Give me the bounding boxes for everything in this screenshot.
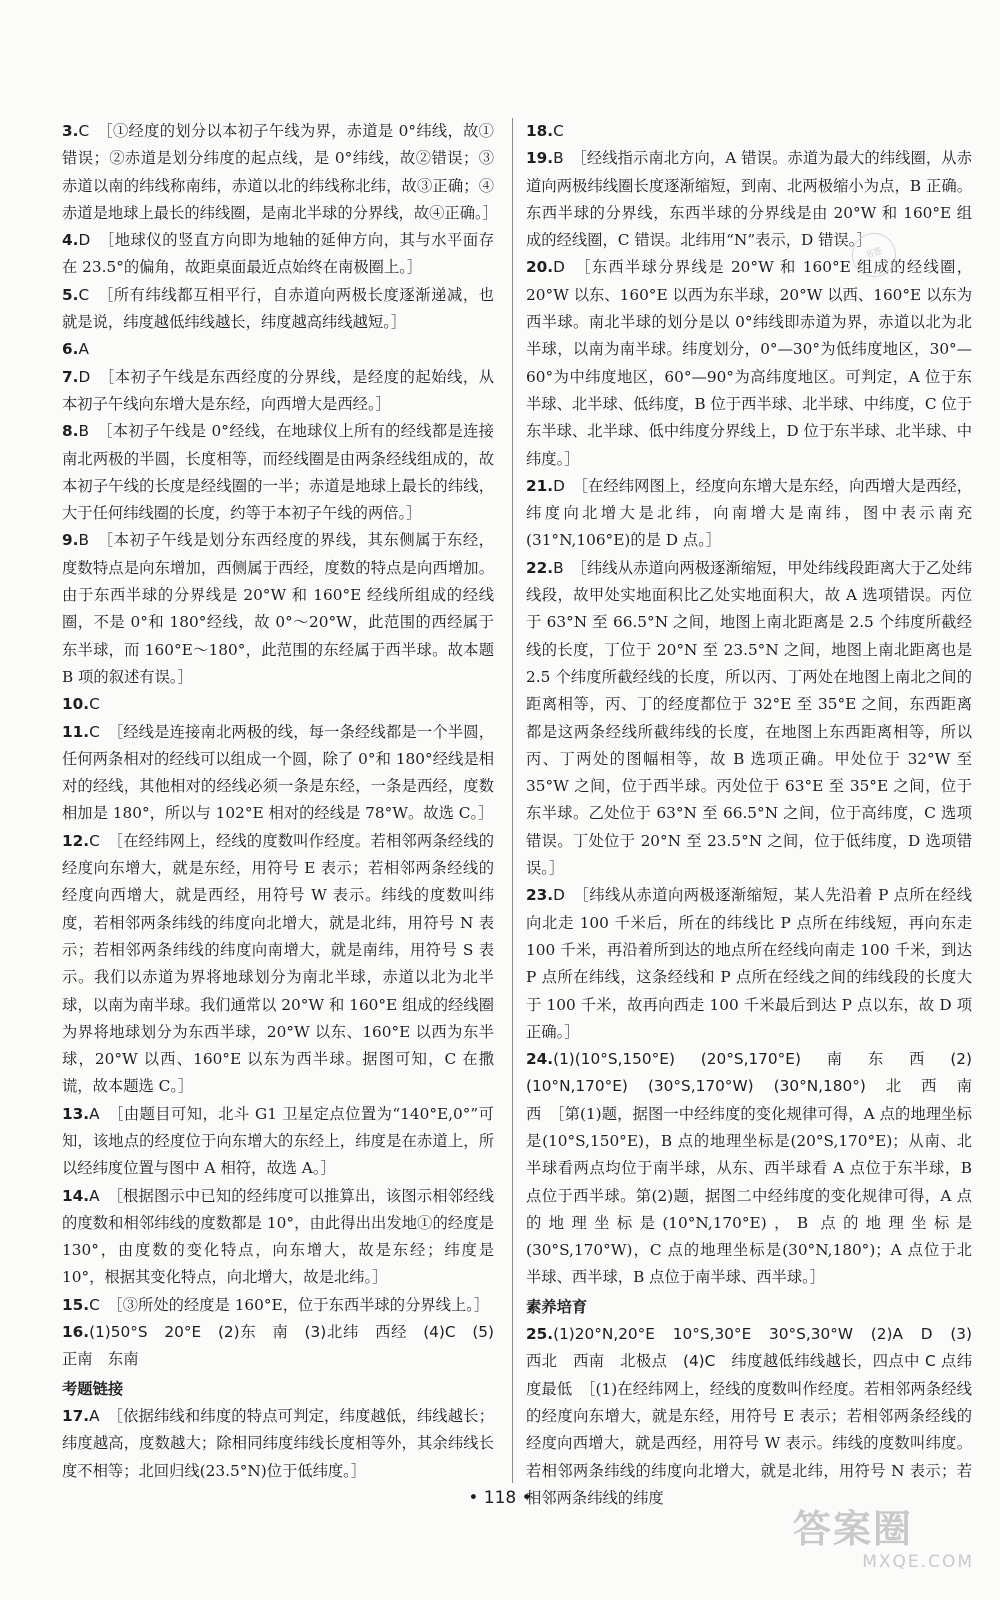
answer-choice: D <box>553 476 565 495</box>
answer-explanation: ［第(1)题，据图一中经纬度的变化规律可得，A 点的地理坐标是(10°S,150°E)，B 点的地理坐标是(20°S,170°E)；从南、北半球看两点均位于南半球，从东、西半球看 A 点位于东半球，B 点位于西半球。第(2)题，据图二中经纬度的变化规律可得，A 点的地理坐标是(10°N,170°E)，B 点的地理坐标是(30°S,170°W)，C 点的地理坐标是(30°N,180°)；A 点位于北半球、西半球，B 点位于南半球、西半球。］ <box>526 1104 972 1287</box>
answer-choice: (1)20°N,20°E 10°S,30°E 30°S,30°W (2)A D (3)西北 西南 北极点 (4)C 纬度越低纬线越长，四点中 C 点纬度最低 <box>526 1325 972 1398</box>
answer-item <box>62 691 494 718</box>
answer-item <box>526 473 972 555</box>
answer-choice: C <box>78 285 90 304</box>
answer-item <box>62 1292 494 1319</box>
question-number: 10. <box>62 695 90 714</box>
question-number: 19. <box>526 149 554 168</box>
answer-choice: C <box>89 722 100 741</box>
answer-choice: (1)(10°S,150°E) (20°S,170°E) 南 东 西 (2)(10°N,170°E) (30°S,170°W) (30°N,180°) 北 西 南 西 <box>526 1050 988 1123</box>
answer-choice: A <box>78 340 89 359</box>
answer-choice: D <box>78 367 91 386</box>
answer-item <box>62 227 494 282</box>
answer-explanation: ［本初子午线是划分东西经度的界线，其东侧属于东经，度数特点是向东增加，西侧属于西经，度数的特点是向西增加。由于东西半球的分界线是 20°W 和 160°E 经线所组成的经线圈，不是 0°和 180°经线，故 0°～20°W，此范围的西经属于东半球，而 160°E～180°，此范围的东经属于西半球。故本题 B 项的叙述有误。］ <box>62 531 494 686</box>
answer-explanation: ［依据纬线和纬度的特点可判定，纬度越低，纬线越长；纬度越高，度数越大；除相同纬度纬线长度相等外，其余纬线长度不相等；北回归线(23.5°N)位于低纬度。］ <box>62 1406 494 1480</box>
question-number: 23. <box>526 886 554 905</box>
answer-choice: B <box>78 531 89 550</box>
answer-item <box>526 145 972 254</box>
question-number: 24. <box>526 1050 554 1069</box>
question-number: 20. <box>526 258 554 277</box>
watermark-logo: 答案圈 <box>793 1507 914 1551</box>
answer-explanation: ［纬线从赤道向两极逐渐缩短，甲处纬线段距离大于乙处纬线段，故甲处实地面积比乙处实地面积大，故 A 选项错误。丙位于 63°N 至 66.5°N 之间，地图上南北距离是 2.5 个纬度所截经线的长度，丁位于 20°N 至 23.5°N 之间，地图上南北距离也是 2.5 个纬度所截经线的长度，所以丙、丁两处在地图上南北之间的距离相等，丙、丁的经度都位于 32°E 至 35°E 之间，东西距离都是这两条经线所截纬线的长度，在地图上东西距离相等，所以丙、丁两处的图幅相等，故 B 选项正确。甲处位于 32°W 至 35°W 之间，位于西半球。丙处位于 63°E 至 35°E 之间，位于东半球。乙处位于 63°N 至 66.5°N 之间，位于高纬度，C 选项错误。丁处位于 20°N 至 23.5°N 之间，位于低纬度，D 选项错误。］ <box>526 558 972 878</box>
answer-item <box>62 527 494 691</box>
answer-explanation: ［根据图示中已知的经纬度可以推算出，该图示相邻经线的度数和相邻纬线的度数都是 10°，由此得出出发地①的经度是 130°，由度数的变化特点，向东增大，故是东经；纬度是 10°，根据其变化特点，向北增大，故是北纬。］ <box>62 1186 494 1287</box>
answer-choice: B <box>553 149 564 168</box>
answer-choice: A <box>89 1186 100 1205</box>
answer-explanation: ［本初子午线是东西经度的分界线，是经度的起始线，从本初子午线向东增大是东经，向西增大是西经。］ <box>62 367 494 413</box>
answer-choice: D <box>553 258 565 277</box>
watermark <box>793 1506 978 1586</box>
answer-explanation: ［所有纬线都互相平行，自赤道向两极长度逐渐递减，也就是说，纬度越低纬线越长，纬度越高纬线越短。］ <box>62 285 494 332</box>
answer-item <box>62 828 494 1101</box>
answer-choice: C <box>89 831 100 850</box>
page-number: • 118 • <box>468 1488 532 1508</box>
question-number: 4. <box>62 231 79 250</box>
answer-explanation: ［本初子午线是 0°经线，在地球仪上所有的经线都是连接南北两极的半圆，长度相等，而经线圈是由两条经线组成的，故本初子午线的长度是经线圈的一半；赤道是地球上最长的纬线，大于任何纬线圈的长度，约等于本初子午线的两倍。］ <box>62 422 494 523</box>
question-number: 11. <box>62 722 90 741</box>
answer-explanation: ［①经度的划分以本初子午线为界，赤道是 0°纬线，故①错误；②赤道是划分纬度的起点线，是 0°纬线，故②错误；③赤道以南的纬线称南纬，赤道以北的纬线称北纬，故③正确；④赤道是地球上最长的纬线圈，是南北半球的分界线，故④正确。］ <box>62 122 498 222</box>
answer-choice: D <box>553 886 565 905</box>
section-heading: 素养培育 <box>526 1297 588 1316</box>
question-number: 9. <box>62 531 79 550</box>
answer-choice: D <box>78 231 91 250</box>
question-number: 14. <box>62 1186 90 1205</box>
answer-item <box>62 1319 494 1374</box>
question-number: 15. <box>62 1295 90 1314</box>
question-number: 17. <box>62 1406 90 1425</box>
answer-explanation: ［在经纬网上，经线的度数叫作经度。若相邻两条经线的经度向东增大，就是东经，用符号 E 表示；若相邻两条经线的经度向西增大，就是西经，用符号 W 表示。纬线的度数叫纬度，若相邻两条纬线的纬度向北增大，就是北纬，用符号 N 表示；若相邻两条纬线的纬度向南增大，就是南纬，用符号 S 表示。我们以赤道为界将地球划分为南北半球，赤道以北为北半球，以南为南半球。我们通常以 20°W 和 160°E 组成的经线圈为界将地球划分为东西半球，20°W 以东、160°E 以西为东半球，20°W 以西、160°E 以东为西半球。据图可知，C 在撒谎，故本题选 C。］ <box>62 831 494 1096</box>
answer-choice: C <box>89 1295 100 1314</box>
answer-explanation: ［纬线从赤道向两极逐渐缩短，某人先沿着 P 点所在经线向北走 100 千米后，所在的纬线比 P 点所在纬线短，再向东走 100 千米，再沿着所到达的地点所在经线向南走 100 千米，到达 P 点所在纬线，这条经线和 P 点所在经线之间的纬线段的长度大于 100 千米，故再向西走 100 千米最后到达 P 点以东，故 D 项正确。］ <box>526 886 972 1041</box>
answer-choice: A <box>89 1406 100 1425</box>
question-number: 25. <box>526 1325 554 1344</box>
answer-item <box>62 336 494 363</box>
question-number: 3. <box>62 122 79 140</box>
answer-item <box>526 882 972 1046</box>
column-divider <box>512 118 513 1483</box>
answer-explanation: ［由题目可知，北斗 G1 卫星定点位置为“140°E,0°”可知，该地点的经度位于向东增大的东经上，纬度是在赤道上，所以经纬度位置与图中 A 相符，故选 A。］ <box>62 1104 494 1178</box>
answer-choice: C <box>89 695 100 714</box>
answer-item <box>62 1183 494 1292</box>
stamp-mark: 书签 <box>846 227 901 282</box>
question-number: 22. <box>526 558 554 577</box>
answer-item <box>62 719 494 828</box>
answer-choice: (1)50°S 20°E (2)东 南 (3)北纬 西经 (4)C (5)正南 东南 <box>62 1323 494 1369</box>
answer-explanation: ［经线是连接南北两极的线，每一条经线都是一个半圆，任何两条相对的经线可以组成一个圆，除了 0°和 180°经线是相对的经线，其他相对的经线必须一条是东经，一条是西经，度数相加是 180°，所以与 102°E 相对的经线是 78°W。故选 C。］ <box>62 722 494 823</box>
answer-item <box>526 1321 972 1512</box>
answer-item <box>62 364 494 419</box>
answer-explanation: ［(1)在经纬网上，经线的度数叫作经度。若相邻两条经线的经度向东增大，就是东经，用符号 E 表示；若相邻两条经线的经度向西增大，就是西经，用符号 W 表示。纬线的度数叫纬度。若相邻两条纬线的纬度向北增大，就是北纬，用符号 N 表示；若相邻两条纬线的纬度 <box>526 1379 972 1507</box>
answer-item <box>526 254 972 472</box>
answer-explanation: ［③所处的经度是 160°E，位于东西半球的分界线上。］ <box>115 1295 490 1314</box>
answer-explanation: ［在经纬网图上，经度向东增大是东经，向西增大是西经，纬度向北增大是北纬，向南增大是南纬，图中表示南充(31°N,106°E)的是 D 点。］ <box>526 476 972 550</box>
answer-item <box>62 282 494 337</box>
answer-item <box>526 118 972 145</box>
question-number: 5. <box>62 285 79 304</box>
answer-explanation: ［地球仪的竖直方向即为地轴的延伸方向，其与水平面存在 23.5°的偏角，故距桌面最近点始终在南极圈上。］ <box>62 231 494 277</box>
question-number: 21. <box>526 476 554 495</box>
answer-choice: B <box>553 558 564 577</box>
answer-choice: C <box>553 122 564 140</box>
section-heading: 考题链接 <box>62 1379 124 1398</box>
question-number: 7. <box>62 367 79 386</box>
question-number: 12. <box>62 831 90 850</box>
answer-explanation: ［东西半球分界线是 20°W 和 160°E 组成的经线圈，20°W 以东、160°E 以西为东半球，20°W 以西、160°E 以东为西半球。南北半球的划分是以 0°纬线即赤道为界，赤道以北为北半球，以南为南半球。纬度划分，0°—30°为低纬度地区，30°—60°为中纬度地区，60°—90°为高纬度地区。可判定，A 位于东半球、北半球、低纬度，B 位于西半球、北半球、中纬度，C 位于东半球、北半球、低中纬度分界线上，D 位于东半球、北半球、中纬度。］ <box>526 258 972 468</box>
answer-choice: C <box>78 122 90 140</box>
watermark-url: MXQE.COM <box>862 1552 974 1572</box>
answer-choice: B <box>78 422 89 441</box>
left-column <box>62 118 498 1485</box>
question-number: 8. <box>62 422 79 441</box>
question-number: 13. <box>62 1104 90 1123</box>
answer-choice: A <box>89 1104 100 1123</box>
question-number: 6. <box>62 340 79 359</box>
right-column <box>526 118 988 1512</box>
answer-item <box>62 418 494 527</box>
answer-item <box>62 1101 494 1183</box>
answer-item <box>526 555 972 883</box>
answer-item <box>526 1046 988 1292</box>
answer-item <box>62 118 498 227</box>
question-number: 16. <box>62 1323 90 1342</box>
answer-item <box>62 1403 494 1485</box>
question-number: 18. <box>526 122 554 140</box>
answer-explanation: ［经线指示南北方向，A 错误。赤道为最大的纬线圈，从赤道向两极纬线圈长度逐渐缩短，到南、北两极缩小为点，B 正确。东西半球的分界线，东西半球的分界线是由 20°W 和 160°E 组成的经线圈，C 错误。北纬用“N”表示，D 错误。］ <box>526 149 972 250</box>
